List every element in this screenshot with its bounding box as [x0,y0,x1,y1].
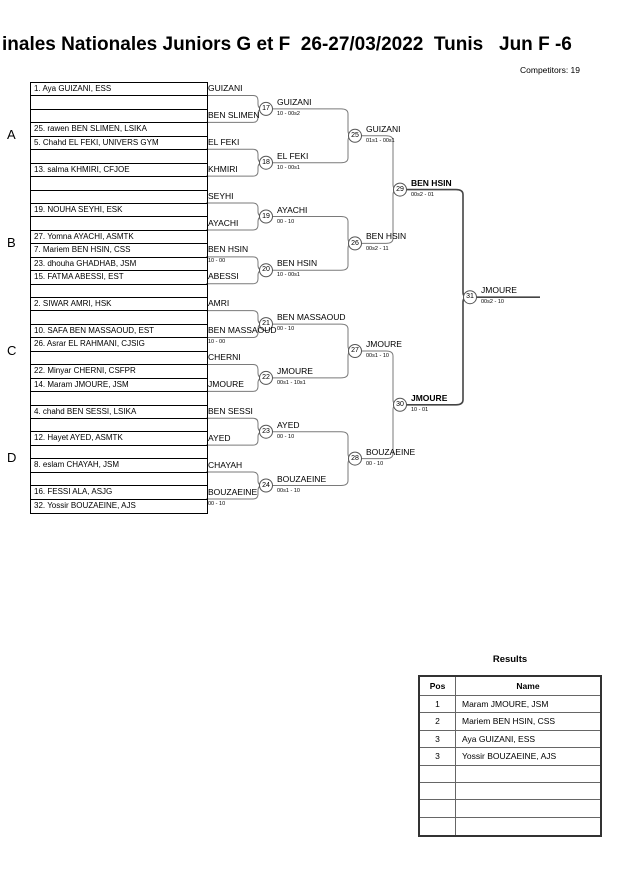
round2-label: JMOURE [208,378,244,389]
result-pos [420,766,456,782]
results-row [420,766,600,783]
bracket-entry [31,419,207,432]
match-number: 20 [262,266,270,274]
bracket-entry: 22. Minyar CHERNI, CSFPR [31,365,207,378]
match-number: 17 [262,105,270,112]
round2-label: KHMIRI [208,163,238,174]
bracket-entry: 15. FATMA ABESSI, EST [31,271,207,284]
match-score: 00 - 10 [277,326,295,333]
match-winner: GUIZANI [277,96,312,107]
bracket-entry [31,392,207,405]
match-winner: JMOURE [366,339,402,349]
round1-score: 10 - 00 [208,339,226,345]
group-label-d: D [7,450,17,465]
results-row [420,748,600,765]
bracket-entry: 16. FESSI ALA, ASJG [31,486,207,499]
result-name: Aya GUIZANI, ESS [462,733,536,744]
match-score: 00s1 - 10 [366,353,389,360]
match-number: 18 [262,158,270,166]
round2-label: BEN MASSAOUD [208,325,277,336]
result-pos [420,800,456,816]
round2-label: CHAYAH [208,459,243,470]
group-label-b: B [7,235,16,250]
bracket-entry [31,352,207,365]
bracket-entry [31,110,207,123]
result-name: Maram JMOURE, JSM [462,699,549,709]
result-name [456,783,600,799]
round2-label: EL FEKI [208,136,240,147]
match-score: 10 - 00s2 [277,111,300,117]
match-winner: JMOURE [277,365,313,376]
match-score: 00 - 10 [277,218,295,225]
bracket-entry: 19. NOUHA SEYHI, ESK [31,204,207,217]
bracket-entry [31,177,207,190]
match-score: 00 - 10 [277,433,295,440]
bracket-entry [31,473,207,486]
match-number: 23 [262,427,270,435]
match-number: 26 [351,239,359,247]
page-title: inales Nationales Juniors G et F 26-27/03/2022 Tunis Jun F -6 [2,34,572,55]
match-score: 01s1 - 00s1 [366,137,395,144]
bracket-entry: 14. Maram JMOURE, JSM [31,379,207,392]
bracket-entry: 5. Chahd EL FEKI, UNIVERS GYM [31,137,207,150]
match-winner: EL FEKI [277,150,309,161]
match-number: 31 [466,293,474,301]
match-score: 10 - 01 [411,406,429,413]
bracket-entry: 26. Asrar EL RAHMANI, CJSIG [31,338,207,351]
bracket-entry [31,191,207,204]
match-score: 00s2 - 10 [481,299,504,306]
round2-label: AMRI [208,298,230,309]
bracket-entry [31,311,207,324]
match-score: 00s2 - 11 [366,245,389,252]
match-winner: BOUZAEINE [366,446,416,457]
bracket-entry: 25. rawen BEN SLIMEN, LSIKA [31,123,207,136]
round2-label: BEN SESSI [208,405,253,416]
match-winner: BOUZAEINE [277,473,327,484]
results-row [420,696,600,713]
result-name [456,800,600,816]
round2-label: SEYHI [208,190,234,201]
results-title: Results [492,654,528,665]
match-score: 00s2 - 01 [411,191,434,198]
result-name: Yossir BOUZAEINE, AJS [462,751,557,762]
match-number: 21 [262,320,270,328]
bracket-entry: 13. salma KHMIRI, CFJOE [31,164,207,177]
round2-label: AYACHI [208,217,239,228]
match-score: 10 - 00s1 [277,272,300,279]
entry-table [30,82,208,514]
round2-label: CHERNI [208,352,241,362]
results-header [420,677,600,696]
bracket-entry: 8. eslam CHAYAH, JSM [31,459,207,472]
group-label-a: A [7,127,16,142]
result-name [456,818,600,835]
match-winner: BEN HSIN [366,231,407,242]
match-winner: GUIZANI [366,123,401,134]
bracket-entry [31,96,207,109]
bracket-entry: 27. Yomna AYACHI, ASMTK [31,231,207,244]
match-score: 00s1 - 10s1 [277,380,306,386]
results-row [420,731,600,748]
round2-label: ABESSI [208,271,239,282]
bracket-entry: 7. Mariem BEN HSIN, CSS [31,244,207,257]
result-pos [420,818,456,835]
match-score: 00s1 - 10 [277,487,300,494]
match-winner: AYED [277,419,300,430]
round1-score: 00 - 10 [208,500,226,507]
round2-label: BOUZAEINE [208,486,258,497]
result-pos: 3 [420,748,456,764]
results-row [420,783,600,800]
bracket-entry: 23. dhouha GHADHAB, JSM [31,258,207,271]
match-number: 24 [262,481,270,489]
round1-score: 10 - 00 [208,258,226,264]
match-winner: BEN HSIN [411,177,452,188]
match-winner: BEN HSIN [277,258,318,269]
match-score: 10 - 00s1 [277,164,300,171]
results-col-name: Name [516,681,540,691]
match-score: 00 - 10 [366,460,384,467]
bracket-entry: 12. Hayet AYED, ASMTK [31,432,207,445]
competitors-count: Competitors: 19 [520,65,580,75]
results-table [418,675,602,837]
bracket-entry: 10. SAFA BEN MASSAOUD, EST [31,325,207,338]
result-pos: 1 [420,696,456,712]
bracket-entry [31,217,207,230]
results-row [420,800,600,817]
match-winner: JMOURE [411,392,448,403]
bracket-entry: 32. Yossir BOUZAEINE, AJS [34,500,136,510]
results-row [420,713,600,730]
round2-label: AYED [208,432,231,443]
match-winner: BEN MASSAOUD [277,312,346,323]
result-pos: 3 [420,731,456,747]
bracket-entry: 4. chahd BEN SESSI, LSIKA [31,406,207,419]
bracket-entry: 2. SIWAR AMRI, HSK [31,298,207,311]
match-winner: JMOURE [481,285,517,296]
result-name: Mariem BEN HSIN, CSS [462,716,556,727]
bracket-entry [31,446,207,459]
result-pos [420,783,456,799]
match-number: 28 [351,454,359,462]
match-number: 19 [262,212,270,220]
bracket-entry [31,285,207,298]
match-number: 29 [396,185,404,193]
match-number: 30 [396,400,404,408]
match-winner: AYACHI [277,204,308,215]
match-number: 25 [351,131,359,139]
results-row [420,818,600,835]
bracket-entry: 1. Aya GUIZANI, ESS [31,83,207,96]
results-col-pos: Pos [420,677,456,695]
round2-label: BEN HSIN [208,244,249,255]
match-number: 27 [351,347,359,355]
result-pos: 2 [420,713,456,729]
round2-label: GUIZANI [208,83,243,93]
result-name [456,766,600,782]
bracket-entry [31,150,207,163]
round2-label: BEN SLIMEN [208,109,260,120]
group-label-c: C [7,343,17,358]
match-number: 22 [262,374,270,381]
